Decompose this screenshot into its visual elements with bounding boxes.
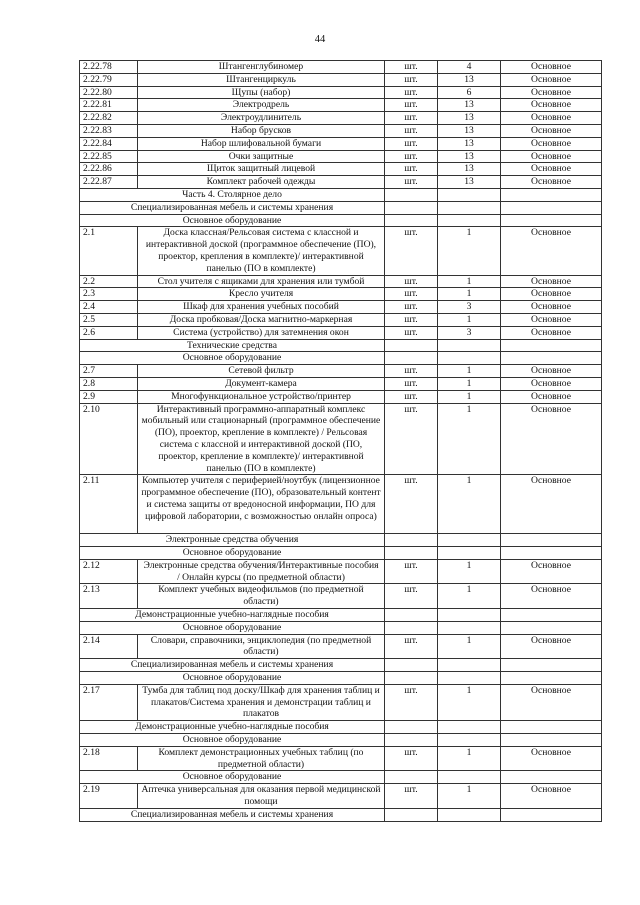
empty-cell bbox=[385, 771, 438, 784]
item-number-cell: 2.9 bbox=[80, 390, 138, 403]
quantity-cell: 13 bbox=[438, 99, 501, 112]
quantity-cell: 1 bbox=[438, 746, 501, 771]
quantity-cell: 13 bbox=[438, 137, 501, 150]
table-row bbox=[80, 124, 602, 137]
empty-cell bbox=[385, 352, 438, 365]
item-number-cell: 2.12 bbox=[80, 559, 138, 584]
unit-cell: шт. bbox=[385, 365, 438, 378]
unit-cell: шт. bbox=[385, 73, 438, 86]
empty-cell bbox=[501, 547, 602, 560]
section-row bbox=[80, 609, 602, 622]
item-name-cell: Шкаф для хранения учебных пособий bbox=[138, 301, 385, 314]
table-row bbox=[80, 784, 602, 809]
equipment-type-cell: Основное bbox=[501, 176, 602, 189]
section-label: Демонстрационные учебно-наглядные пособия bbox=[80, 609, 385, 622]
empty-cell bbox=[438, 621, 501, 634]
empty-cell bbox=[501, 339, 602, 352]
section-label: Специализированная мебель и системы хранения bbox=[80, 808, 385, 821]
empty-cell bbox=[438, 609, 501, 622]
item-name-cell: Стол учителя с ящиками для хранения или тумбой bbox=[138, 275, 385, 288]
unit-cell: шт. bbox=[385, 301, 438, 314]
table-row bbox=[80, 163, 602, 176]
item-number-cell: 2.3 bbox=[80, 288, 138, 301]
unit-cell: шт. bbox=[385, 150, 438, 163]
section-label: Технические средства bbox=[80, 339, 385, 352]
equipment-type-cell: Основное bbox=[501, 301, 602, 314]
item-number-cell: 2.8 bbox=[80, 377, 138, 390]
item-name-cell: Щупы (набор) bbox=[138, 86, 385, 99]
empty-cell bbox=[438, 339, 501, 352]
section-row bbox=[80, 188, 602, 201]
equipment-type-cell: Основное bbox=[501, 784, 602, 809]
table-row bbox=[80, 227, 602, 275]
item-number-cell: 2.19 bbox=[80, 784, 138, 809]
section-row bbox=[80, 621, 602, 634]
equipment-type-cell: Основное bbox=[501, 288, 602, 301]
equipment-type-cell: Основное bbox=[501, 403, 602, 475]
item-name-cell: Очки защитные bbox=[138, 150, 385, 163]
unit-cell: шт. bbox=[385, 634, 438, 659]
quantity-cell: 13 bbox=[438, 73, 501, 86]
section-label: Основное оборудование bbox=[80, 214, 385, 227]
item-name-cell: Система (устройство) для затемнения окон bbox=[138, 326, 385, 339]
table-row bbox=[80, 86, 602, 99]
empty-cell bbox=[438, 808, 501, 821]
item-name-cell: Штангенглубиномер bbox=[138, 61, 385, 74]
section-row bbox=[80, 659, 602, 672]
unit-cell: шт. bbox=[385, 227, 438, 275]
unit-cell: шт. bbox=[385, 112, 438, 125]
empty-cell bbox=[438, 659, 501, 672]
table-row bbox=[80, 746, 602, 771]
empty-cell bbox=[501, 214, 602, 227]
section-row bbox=[80, 672, 602, 685]
item-number-cell: 2.5 bbox=[80, 313, 138, 326]
section-label: Специализированная мебель и системы хранения bbox=[80, 659, 385, 672]
empty-cell bbox=[385, 609, 438, 622]
item-name-cell: Доска пробковая/Доска магнитно-маркерная bbox=[138, 313, 385, 326]
section-label: Часть 4. Столярное дело bbox=[80, 188, 385, 201]
equipment-type-cell: Основное bbox=[501, 390, 602, 403]
section-row bbox=[80, 734, 602, 747]
equipment-type-cell: Основное bbox=[501, 99, 602, 112]
equipment-type-cell: Основное bbox=[501, 746, 602, 771]
equipment-type-cell: Основное bbox=[501, 365, 602, 378]
item-name-cell: Комплект учебных видеофильмов (по предметной области) bbox=[138, 584, 385, 609]
section-label: Основное оборудование bbox=[80, 771, 385, 784]
quantity-cell: 1 bbox=[438, 275, 501, 288]
quantity-cell: 1 bbox=[438, 313, 501, 326]
empty-cell bbox=[501, 808, 602, 821]
empty-cell bbox=[501, 621, 602, 634]
table-row bbox=[80, 137, 602, 150]
empty-cell bbox=[501, 188, 602, 201]
item-name-cell: Комплект рабочей одежды bbox=[138, 176, 385, 189]
equipment-type-cell: Основное bbox=[501, 475, 602, 534]
table-row bbox=[80, 377, 602, 390]
table-row bbox=[80, 288, 602, 301]
section-label: Основное оборудование bbox=[80, 621, 385, 634]
unit-cell: шт. bbox=[385, 86, 438, 99]
item-name-cell: Компьютер учителя с периферией/ноутбук (лицензионное программное обеспечение (ПО), образовательный контент и система защиты от вредоносной информации, ПО для цифровой лаборатории, с возможностью онлайн опроса) bbox=[138, 475, 385, 534]
table-row bbox=[80, 634, 602, 659]
equipment-type-cell: Основное bbox=[501, 559, 602, 584]
quantity-cell: 1 bbox=[438, 227, 501, 275]
section-label: Основное оборудование bbox=[80, 352, 385, 365]
empty-cell bbox=[501, 734, 602, 747]
empty-cell bbox=[501, 609, 602, 622]
item-name-cell: Интерактивный программно-аппаратный комплекс мобильный или стационарный (программное обеспечение (ПО), проектор, крепление в комплекте) / Рельсовая система с классной и интерактивной доской (ПО, проектор, крепление в комплекте)/ интерактивной панелью (ПО в комплекте) bbox=[138, 403, 385, 475]
unit-cell: шт. bbox=[385, 137, 438, 150]
unit-cell: шт. bbox=[385, 163, 438, 176]
item-number-cell: 2.22.82 bbox=[80, 112, 138, 125]
empty-cell bbox=[385, 621, 438, 634]
item-name-cell: Доска классная/Рельсовая система с классной и интерактивной доской (программное обеспечение (ПО), проектор, крепления в комплекте)/ интерактивной панелью (ПО в комплекте) bbox=[138, 227, 385, 275]
table-row bbox=[80, 559, 602, 584]
quantity-cell: 13 bbox=[438, 176, 501, 189]
empty-cell bbox=[438, 188, 501, 201]
item-number-cell: 2.22.84 bbox=[80, 137, 138, 150]
item-name-cell: Комплект демонстрационных учебных таблиц (по предметной области) bbox=[138, 746, 385, 771]
equipment-type-cell: Основное bbox=[501, 73, 602, 86]
empty-cell bbox=[385, 808, 438, 821]
equipment-type-cell: Основное bbox=[501, 163, 602, 176]
item-number-cell: 2.13 bbox=[80, 584, 138, 609]
empty-cell bbox=[385, 201, 438, 214]
table-row bbox=[80, 73, 602, 86]
section-label: Демонстрационные учебно-наглядные пособия bbox=[80, 721, 385, 734]
page-number: 44 bbox=[314, 34, 326, 45]
equipment-type-cell: Основное bbox=[501, 684, 602, 720]
unit-cell: шт. bbox=[385, 313, 438, 326]
section-label: Основное оборудование bbox=[80, 734, 385, 747]
item-name-cell: Тумба для таблиц под доску/Шкаф для хранения таблиц и плакатов/Система хранения и демонстрации таблиц и плакатов bbox=[138, 684, 385, 720]
equipment-type-cell: Основное bbox=[501, 61, 602, 74]
unit-cell: шт. bbox=[385, 176, 438, 189]
empty-cell bbox=[438, 734, 501, 747]
unit-cell: шт. bbox=[385, 61, 438, 74]
section-row bbox=[80, 721, 602, 734]
item-number-cell: 2.22.78 bbox=[80, 61, 138, 74]
item-name-cell: Штангенциркуль bbox=[138, 73, 385, 86]
quantity-cell: 13 bbox=[438, 112, 501, 125]
item-name-cell: Щиток защитный лицевой bbox=[138, 163, 385, 176]
empty-cell bbox=[385, 214, 438, 227]
item-name-cell: Электродрель bbox=[138, 99, 385, 112]
quantity-cell: 1 bbox=[438, 403, 501, 475]
section-row bbox=[80, 201, 602, 214]
empty-cell bbox=[438, 201, 501, 214]
equipment-type-cell: Основное bbox=[501, 313, 602, 326]
table-row bbox=[80, 99, 602, 112]
item-number-cell: 2.22.81 bbox=[80, 99, 138, 112]
quantity-cell: 6 bbox=[438, 86, 501, 99]
equipment-type-cell: Основное bbox=[501, 326, 602, 339]
item-number-cell: 2.22.83 bbox=[80, 124, 138, 137]
section-label: Специализированная мебель и системы хранения bbox=[80, 201, 385, 214]
unit-cell: шт. bbox=[385, 377, 438, 390]
item-number-cell: 2.22.80 bbox=[80, 86, 138, 99]
unit-cell: шт. bbox=[385, 584, 438, 609]
unit-cell: шт. bbox=[385, 124, 438, 137]
unit-cell: шт. bbox=[385, 784, 438, 809]
quantity-cell: 1 bbox=[438, 377, 501, 390]
item-name-cell: Электронные средства обучения/Интерактивные пособия / Онлайн курсы (по предметной области) bbox=[138, 559, 385, 584]
item-number-cell: 2.7 bbox=[80, 365, 138, 378]
quantity-cell: 1 bbox=[438, 634, 501, 659]
table-row bbox=[80, 584, 602, 609]
item-number-cell: 2.1 bbox=[80, 227, 138, 275]
item-name-cell: Документ-камера bbox=[138, 377, 385, 390]
item-number-cell: 2.22.79 bbox=[80, 73, 138, 86]
empty-cell bbox=[501, 721, 602, 734]
unit-cell: шт. bbox=[385, 746, 438, 771]
empty-cell bbox=[501, 672, 602, 685]
empty-cell bbox=[385, 188, 438, 201]
equipment-type-cell: Основное bbox=[501, 377, 602, 390]
quantity-cell: 13 bbox=[438, 124, 501, 137]
item-number-cell: 2.10 bbox=[80, 403, 138, 475]
equipment-type-cell: Основное bbox=[501, 124, 602, 137]
table-row bbox=[80, 313, 602, 326]
empty-cell bbox=[385, 672, 438, 685]
quantity-cell: 4 bbox=[438, 61, 501, 74]
table-row bbox=[80, 176, 602, 189]
equipment-table bbox=[79, 60, 602, 822]
equipment-type-cell: Основное bbox=[501, 150, 602, 163]
table-row bbox=[80, 61, 602, 74]
table-row bbox=[80, 684, 602, 720]
equipment-type-cell: Основное bbox=[501, 634, 602, 659]
unit-cell: шт. bbox=[385, 403, 438, 475]
item-number-cell: 2.22.86 bbox=[80, 163, 138, 176]
quantity-cell: 1 bbox=[438, 559, 501, 584]
quantity-cell: 1 bbox=[438, 475, 501, 534]
item-number-cell: 2.11 bbox=[80, 475, 138, 534]
equipment-table-body bbox=[80, 61, 602, 822]
empty-cell bbox=[501, 771, 602, 784]
item-name-cell: Многофункциональное устройство/принтер bbox=[138, 390, 385, 403]
empty-cell bbox=[438, 352, 501, 365]
unit-cell: шт. bbox=[385, 275, 438, 288]
empty-cell bbox=[385, 721, 438, 734]
empty-cell bbox=[501, 201, 602, 214]
empty-cell bbox=[385, 659, 438, 672]
table-row bbox=[80, 403, 602, 475]
unit-cell: шт. bbox=[385, 326, 438, 339]
table-row bbox=[80, 365, 602, 378]
empty-cell bbox=[385, 547, 438, 560]
unit-cell: шт. bbox=[385, 475, 438, 534]
unit-cell: шт. bbox=[385, 288, 438, 301]
empty-cell bbox=[438, 214, 501, 227]
item-number-cell: 2.4 bbox=[80, 301, 138, 314]
table-row bbox=[80, 475, 602, 534]
empty-cell bbox=[438, 721, 501, 734]
table-row bbox=[80, 390, 602, 403]
equipment-type-cell: Основное bbox=[501, 584, 602, 609]
empty-cell bbox=[438, 672, 501, 685]
equipment-type-cell: Основное bbox=[501, 275, 602, 288]
table-row bbox=[80, 150, 602, 163]
item-name-cell: Аптечка универсальная для оказания первой медицинской помощи bbox=[138, 784, 385, 809]
quantity-cell: 1 bbox=[438, 288, 501, 301]
quantity-cell: 1 bbox=[438, 584, 501, 609]
item-name-cell: Сетевой фильтр bbox=[138, 365, 385, 378]
empty-cell bbox=[438, 547, 501, 560]
unit-cell: шт. bbox=[385, 390, 438, 403]
section-row bbox=[80, 534, 602, 547]
empty-cell bbox=[501, 534, 602, 547]
item-number-cell: 2.2 bbox=[80, 275, 138, 288]
section-label: Основное оборудование bbox=[80, 547, 385, 560]
empty-cell bbox=[438, 534, 501, 547]
empty-cell bbox=[385, 339, 438, 352]
empty-cell bbox=[385, 734, 438, 747]
section-label: Основное оборудование bbox=[80, 672, 385, 685]
equipment-type-cell: Основное bbox=[501, 137, 602, 150]
item-number-cell: 2.17 bbox=[80, 684, 138, 720]
section-row bbox=[80, 214, 602, 227]
section-row bbox=[80, 339, 602, 352]
equipment-type-cell: Основное bbox=[501, 112, 602, 125]
section-row bbox=[80, 352, 602, 365]
table-row bbox=[80, 326, 602, 339]
quantity-cell: 1 bbox=[438, 684, 501, 720]
item-number-cell: 2.22.85 bbox=[80, 150, 138, 163]
quantity-cell: 13 bbox=[438, 163, 501, 176]
table-row bbox=[80, 112, 602, 125]
item-name-cell: Кресло учителя bbox=[138, 288, 385, 301]
item-number-cell: 2.6 bbox=[80, 326, 138, 339]
equipment-type-cell: Основное bbox=[501, 86, 602, 99]
empty-cell bbox=[438, 771, 501, 784]
item-name-cell: Словари, справочники, энциклопедия (по предметной области) bbox=[138, 634, 385, 659]
empty-cell bbox=[501, 659, 602, 672]
unit-cell: шт. bbox=[385, 99, 438, 112]
item-number-cell: 2.14 bbox=[80, 634, 138, 659]
item-name-cell: Набор брусков bbox=[138, 124, 385, 137]
quantity-cell: 13 bbox=[438, 150, 501, 163]
unit-cell: шт. bbox=[385, 559, 438, 584]
section-row bbox=[80, 771, 602, 784]
table-row bbox=[80, 301, 602, 314]
empty-cell bbox=[385, 534, 438, 547]
item-name-cell: Набор шлифовальной бумаги bbox=[138, 137, 385, 150]
item-number-cell: 2.22.87 bbox=[80, 176, 138, 189]
quantity-cell: 1 bbox=[438, 784, 501, 809]
section-row bbox=[80, 808, 602, 821]
empty-cell bbox=[501, 352, 602, 365]
section-row bbox=[80, 547, 602, 560]
table-row bbox=[80, 275, 602, 288]
quantity-cell: 3 bbox=[438, 301, 501, 314]
quantity-cell: 1 bbox=[438, 365, 501, 378]
equipment-type-cell: Основное bbox=[501, 227, 602, 275]
unit-cell: шт. bbox=[385, 684, 438, 720]
item-name-cell: Электроудлинитель bbox=[138, 112, 385, 125]
quantity-cell: 3 bbox=[438, 326, 501, 339]
quantity-cell: 1 bbox=[438, 390, 501, 403]
section-label: Электронные средства обучения bbox=[80, 534, 385, 547]
item-number-cell: 2.18 bbox=[80, 746, 138, 771]
